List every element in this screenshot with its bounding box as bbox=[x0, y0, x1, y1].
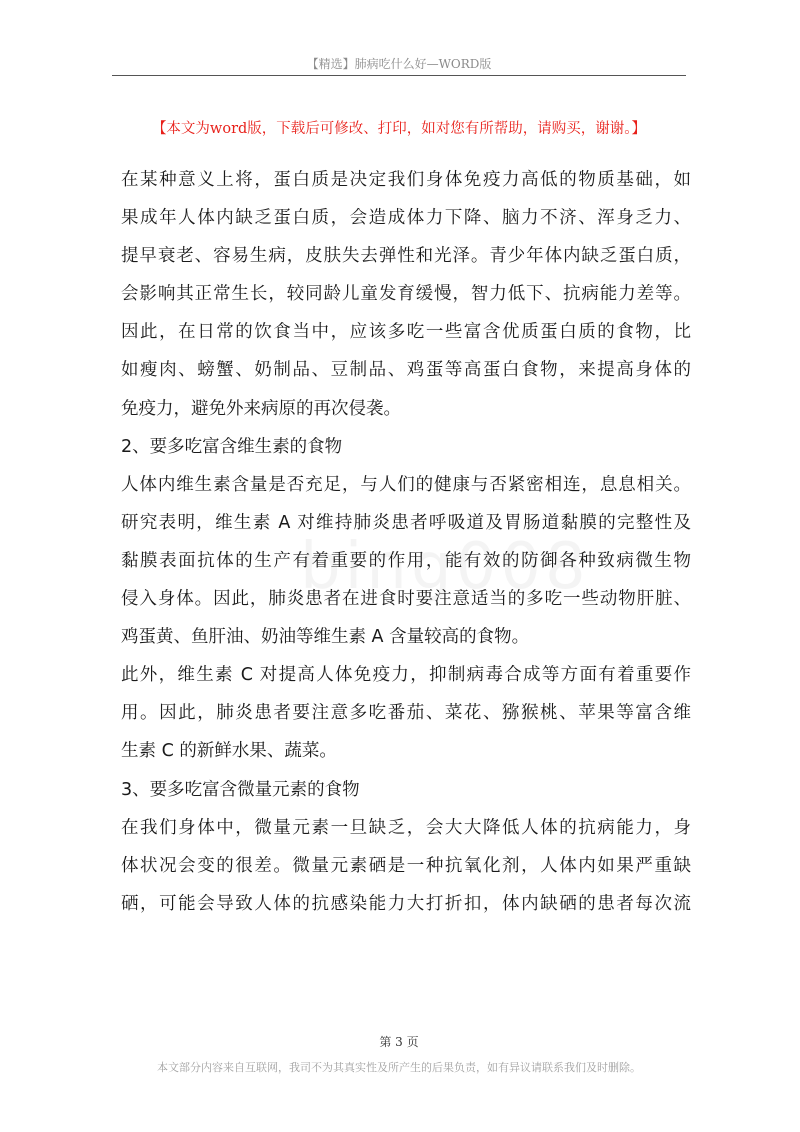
body-line: 此外，维生素 C 对提高人体免疫力，抑制病毒合成等方面有着重要作 bbox=[121, 665, 691, 686]
page-footer-disclaimer: 本文部分内容来自互联网，我司不为其真实性及所产生的后果负责，如有异议请联系我们及时删除。 bbox=[157, 1061, 641, 1074]
section-heading: 2、要多吃富含维生素的食物 bbox=[121, 436, 343, 457]
body-line: 在某种意义上将，蛋白质是决定我们身体免疫力高低的物质基础，如 bbox=[121, 170, 691, 190]
body-line: 体状况会变的很差。微量元素硒是一种抗氧化剂，人体内如果严重缺 bbox=[121, 855, 691, 876]
document-body bbox=[121, 161, 691, 923]
body-line: 研究表明，维生素 A 对维持肺炎患者呼吸道及胃肠道黏膜的完整性及 bbox=[121, 512, 691, 533]
section-heading: 3、要多吃富含微量元素的食物 bbox=[121, 779, 360, 800]
body-line: 黏膜表面抗体的生产有着重要的作用，能有效的防御各种致病微生物 bbox=[121, 550, 691, 571]
body-line: 提早衰老、容易生病，皮肤失去弹性和光泽。青少年体内缺乏蛋白质， bbox=[121, 246, 691, 267]
body-line: 人体内维生素含量是否充足，与人们的健康与否紧密相连，息息相关。 bbox=[121, 474, 691, 495]
body-line: 在我们身体中，微量元素一旦缺乏，会大大降低人体的抗病能力，身 bbox=[121, 817, 691, 838]
body-line: 会影响其正常生长，较同龄儿童发育缓慢，智力低下、抗病能力差等。 bbox=[121, 284, 691, 305]
body-line: 硒，可能会导致人体的抗感染能力大打折扣，体内缺硒的患者每次流 bbox=[121, 893, 691, 914]
page-number: 第 3 页 bbox=[379, 1035, 419, 1049]
body-line: 生素 C 的新鲜水果、蔬菜。 bbox=[121, 741, 337, 762]
body-line: 果成年人体内缺乏蛋白质，会造成体力下降、脑力不济、浑身乏力、 bbox=[121, 208, 691, 229]
body-line: 用。因此，肺炎患者要注意多吃番茄、菜花、猕猴桃、苹果等富含维 bbox=[121, 703, 691, 724]
body-line: 侵入身体。因此，肺炎患者在进食时要注意适当的多吃一些动物肝脏、 bbox=[121, 589, 691, 610]
body-line: 如瘦肉、螃蟹、奶制品、豆制品、鸡蛋等高蛋白食物，来提高身体的 bbox=[121, 360, 691, 381]
header-divider bbox=[112, 75, 686, 76]
body-line: 因此，在日常的饮食当中，应该多吃一些富含优质蛋白质的食物，比 bbox=[121, 322, 691, 343]
download-notice: 【本文为word版，下载后可修改、打印，如对您有所帮助，请购买，谢谢。】 bbox=[151, 121, 647, 137]
body-line: 免疫力，避免外来病原的再次侵袭。 bbox=[121, 398, 401, 419]
page-header: 【精选】肺病吃什么好—WORD版 bbox=[306, 57, 492, 71]
body-line: 鸡蛋黄、鱼肝油、奶油等维生素 A 含量较高的食物。 bbox=[121, 627, 530, 648]
